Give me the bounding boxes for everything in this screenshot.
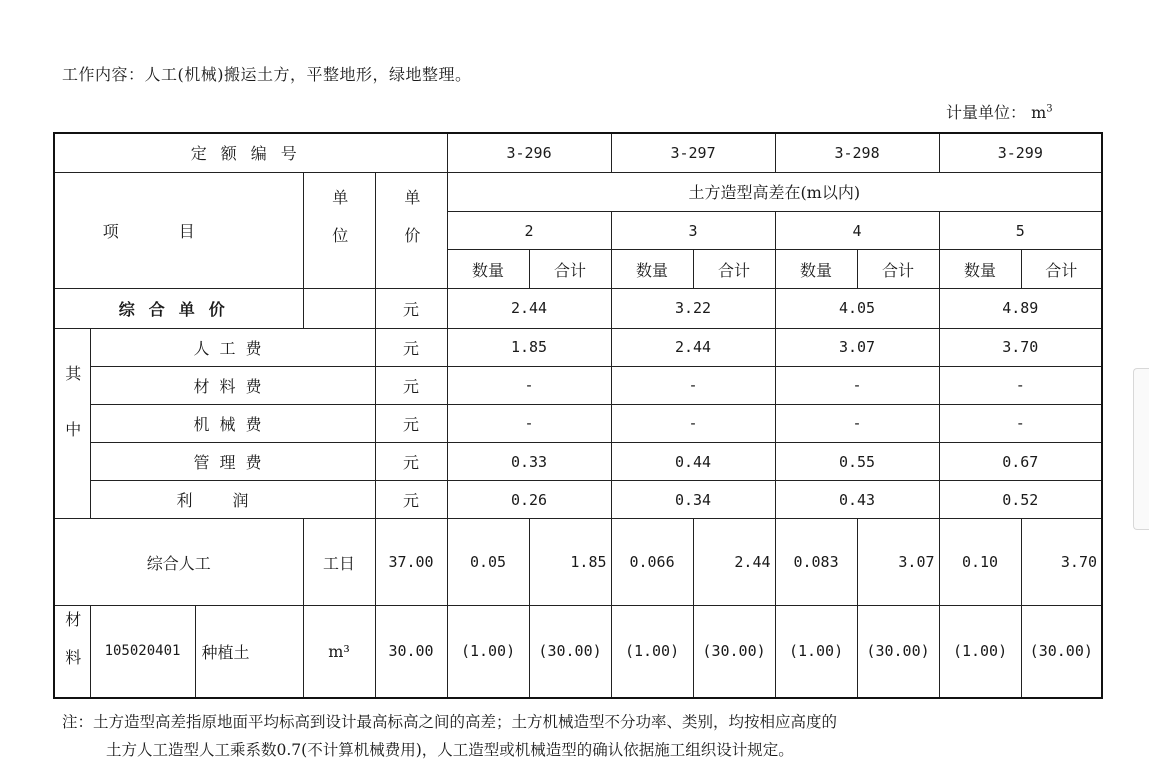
unit-value: m: [1031, 103, 1047, 122]
composite-price-empty: [303, 289, 375, 328]
quota-number-label: 定额编号: [54, 133, 447, 172]
footnote-line-1: 注：土方造型高差指原地面平均标高到设计最高标高之间的高差；土方机械造型不分功率、类别，均按相应高度的: [62, 713, 838, 731]
cost-material-4: -: [939, 366, 1102, 404]
cost-labor-2: 2.44: [611, 328, 775, 366]
composite-price-2: 3.22: [611, 289, 775, 328]
material-total-1: (30.00): [529, 605, 611, 698]
material-total-4: (30.00): [1021, 605, 1102, 698]
total-header-1: 合计: [529, 250, 611, 289]
qty-header-2: 数量: [611, 250, 693, 289]
qty-header-4: 数量: [939, 250, 1021, 289]
height-4: 4: [775, 211, 939, 249]
cost-row-labor: [54, 328, 1102, 366]
cost-unit-profit: 元: [375, 481, 447, 519]
labor-total-1: 1.85: [529, 519, 611, 605]
labor-total-3: 3.07: [857, 519, 939, 605]
cost-profit-2: 0.34: [611, 481, 775, 519]
height-range-header: 土方造型高差在(m以内): [447, 172, 1102, 211]
material-qty-1: (1.00): [447, 605, 529, 698]
cost-unit-material: 元: [375, 366, 447, 404]
cost-profit-3: 0.43: [775, 481, 939, 519]
cost-label-material: 材料费: [90, 366, 375, 404]
cost-machine-3: -: [775, 404, 939, 442]
cost-management-4: 0.67: [939, 443, 1102, 481]
material-group-text: 材料: [62, 611, 82, 688]
cost-unit-labor: 元: [375, 328, 447, 366]
cost-management-1: 0.33: [447, 443, 611, 481]
unit-header-text: 单位: [329, 188, 349, 265]
measurement-unit: [946, 100, 1053, 123]
quota-number-2: 3-297: [611, 133, 775, 172]
side-panel-handle[interactable]: [1133, 368, 1149, 530]
cost-material-1: -: [447, 366, 611, 404]
total-header-4: 合计: [1021, 250, 1102, 289]
cost-material-3: -: [775, 366, 939, 404]
material-price: 30.00: [375, 605, 447, 698]
composite-price-3: 4.05: [775, 289, 939, 328]
composite-price-4: 4.89: [939, 289, 1102, 328]
cost-row-management: [54, 443, 1102, 481]
labor-row: [54, 519, 1102, 605]
quota-number-row: [54, 133, 1102, 172]
composite-price-unit: 元: [375, 289, 447, 328]
cost-label-management: 管理费: [90, 443, 375, 481]
unit-label: 计量单位：: [946, 103, 1027, 122]
price-header-text: 单价: [401, 188, 421, 265]
labor-qty-1: 0.05: [447, 519, 529, 605]
quota-number-4: 3-299: [939, 133, 1102, 172]
labor-unit: 工日: [303, 519, 375, 605]
material-name: 种植土: [195, 605, 303, 698]
material-row: [54, 605, 1102, 698]
of-which-text: 其中: [62, 365, 82, 478]
labor-total-4: 3.70: [1021, 519, 1102, 605]
price-header: [375, 172, 447, 289]
cost-unit-machine: 元: [375, 404, 447, 442]
unit-superscript: 3: [1046, 103, 1053, 115]
material-qty-4: (1.00): [939, 605, 1021, 698]
work-content-line: 工作内容：人工(机械)搬运土方，平整地形，绿地整理。: [62, 65, 472, 84]
footnote: [62, 708, 837, 764]
composite-price-row: [54, 289, 1102, 328]
composite-price-label: 综合单价: [54, 289, 303, 328]
cost-profit-1: 0.26: [447, 481, 611, 519]
cost-management-3: 0.55: [775, 443, 939, 481]
cost-row-profit: [54, 481, 1102, 519]
cost-unit-management: 元: [375, 443, 447, 481]
cost-machine-1: -: [447, 404, 611, 442]
total-header-2: 合计: [693, 250, 775, 289]
cost-labor-3: 3.07: [775, 328, 939, 366]
of-which-label: [54, 328, 90, 519]
labor-price: 37.00: [375, 519, 447, 605]
quota-table: [53, 132, 1103, 699]
labor-qty-3: 0.083: [775, 519, 857, 605]
height-2: 2: [447, 211, 611, 249]
labor-qty-2: 0.066: [611, 519, 693, 605]
unit-header: [303, 172, 375, 289]
cost-label-labor: 人工费: [90, 328, 375, 366]
labor-label: 综合人工: [54, 519, 303, 605]
item-header: 项目: [54, 172, 303, 289]
cost-machine-2: -: [611, 404, 775, 442]
height-5: 5: [939, 211, 1102, 249]
header-row-1: [54, 172, 1102, 211]
cost-row-machine: [54, 404, 1102, 442]
cost-label-profit: 利润: [90, 481, 375, 519]
material-unit: m³: [303, 605, 375, 698]
cost-profit-4: 0.52: [939, 481, 1102, 519]
material-qty-2: (1.00): [611, 605, 693, 698]
labor-total-2: 2.44: [693, 519, 775, 605]
material-total-3: (30.00): [857, 605, 939, 698]
qty-header-1: 数量: [447, 250, 529, 289]
cost-row-material: [54, 366, 1102, 404]
cost-labor-1: 1.85: [447, 328, 611, 366]
quota-number-3: 3-298: [775, 133, 939, 172]
material-group-label: [54, 605, 90, 698]
cost-label-machine: 机械费: [90, 404, 375, 442]
height-3: 3: [611, 211, 775, 249]
material-code: 105020401: [90, 605, 195, 698]
cost-material-2: -: [611, 366, 775, 404]
cost-machine-4: -: [939, 404, 1102, 442]
material-total-2: (30.00): [693, 605, 775, 698]
composite-price-1: 2.44: [447, 289, 611, 328]
cost-labor-4: 3.70: [939, 328, 1102, 366]
quota-number-1: 3-296: [447, 133, 611, 172]
footnote-line-2: 土方人工造型人工乘系数0.7(不计算机械费用)，人工造型或机械造型的确认依据施工组织设计规定。: [106, 741, 794, 759]
cost-management-2: 0.44: [611, 443, 775, 481]
total-header-3: 合计: [857, 250, 939, 289]
labor-qty-4: 0.10: [939, 519, 1021, 605]
qty-header-3: 数量: [775, 250, 857, 289]
material-qty-3: (1.00): [775, 605, 857, 698]
